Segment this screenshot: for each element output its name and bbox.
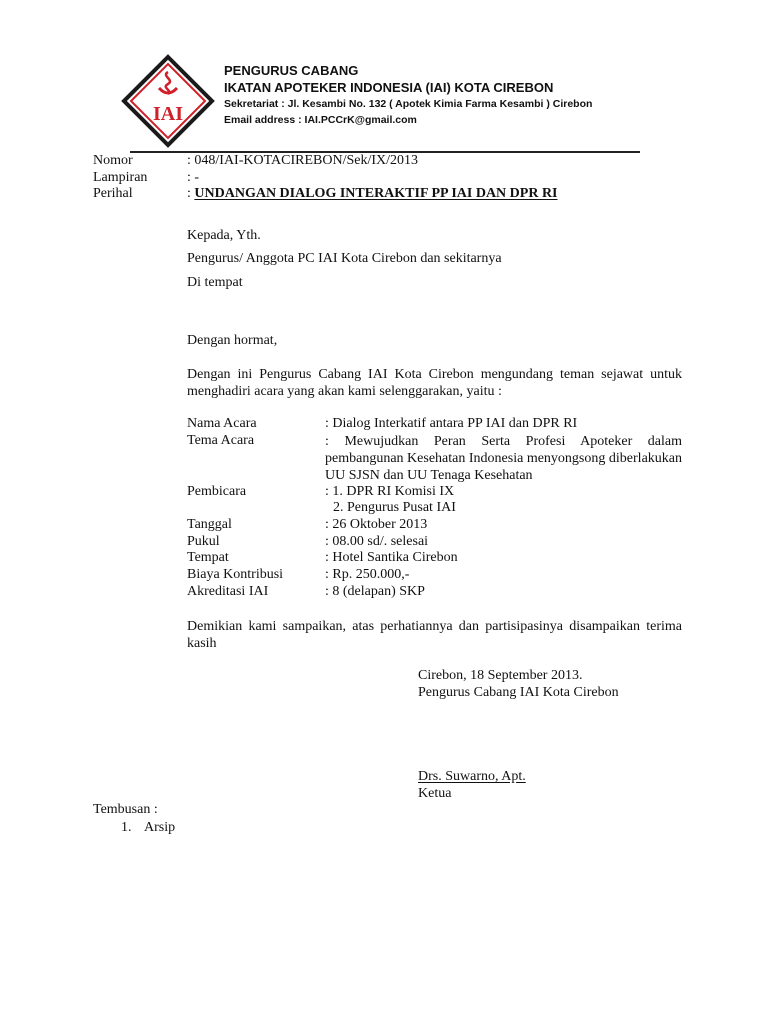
recipient-tempat: Di tempat: [187, 275, 243, 290]
nomor-value: : 048/IAI-KOTACIREBON/Sek/IX/2013: [187, 153, 419, 168]
akreditasi-label: Akreditasi IAI: [187, 584, 269, 599]
tempat-value: : Hotel Santika Cirebon: [325, 550, 458, 565]
recipient-pengurus: Pengurus/ Anggota PC IAI Kota Cirebon dan sekitarnya: [187, 251, 502, 266]
lampiran-value: : -: [187, 170, 200, 185]
org-email: Email address : IAI.PCCrK@gmail.com: [224, 114, 417, 126]
closing-paragraph: Demikian kami sampaikan, atas perhatiannya dan partisipasinya disampaikan terima kasih: [187, 619, 682, 651]
signature-org: Pengurus Cabang IAI Kota Cirebon: [418, 685, 619, 700]
lampiran-label: Lampiran: [93, 170, 148, 185]
pembicara-1: : 1. DPR RI Komisi IX: [325, 484, 455, 499]
signatory-name-wrap: [418, 769, 526, 785]
tembusan-item-number: 1.: [121, 820, 132, 835]
tema-acara-label: Tema Acara: [187, 433, 255, 448]
perihal-value: UNDANGAN DIALOG INTERAKTIF PP IAI DAN DPR RI: [194, 186, 558, 201]
signatory-name: Drs. Suwarno, Apt.: [418, 769, 526, 784]
tempat-label: Tempat: [187, 550, 229, 565]
org-line-1: PENGURUS CABANG: [224, 63, 359, 78]
logo-text: IAI: [152, 103, 184, 125]
tembusan-label: Tembusan :: [93, 802, 158, 817]
intro-paragraph: Dengan ini Pengurus Cabang IAI Kota Cirebon mengundang teman sejawat untuk menghadiri acara yang akan kami selenggarakan, yaitu :: [187, 367, 682, 399]
signatory-title: Ketua: [418, 786, 452, 801]
pembicara-label: Pembicara: [187, 484, 247, 499]
perihal-line: [187, 186, 558, 202]
kepada-text: Kepada, Yth.: [187, 228, 261, 243]
nomor-label: Nomor: [93, 153, 133, 168]
nama-acara-label: Nama Acara: [187, 416, 257, 431]
akreditasi-value: : 8 (delapan) SKP: [325, 584, 425, 599]
tanggal-label: Tanggal: [187, 517, 232, 532]
iai-logo: [121, 54, 215, 148]
biaya-label: Biaya Kontribusi: [187, 567, 284, 582]
biaya-value: : Rp. 250.000,-: [325, 567, 410, 582]
perihal-label: Perihal: [93, 186, 133, 201]
greeting: Dengan hormat,: [187, 333, 278, 348]
org-address: Sekretariat : Jl. Kesambi No. 132 ( Apotek Kimia Farma Kesambi ) Cirebon: [224, 98, 593, 110]
perihal-colon: :: [187, 186, 195, 201]
pembicara-2: 2. Pengurus Pusat IAI: [333, 500, 456, 515]
nama-acara-value: : Dialog Interkatif antara PP IAI dan DPR RI: [325, 416, 578, 431]
place-date: Cirebon, 18 September 2013.: [418, 668, 583, 683]
pukul-label: Pukul: [187, 534, 220, 549]
tema-acara-value: : Mewujudkan Peran Serta Profesi Apoteker dalam pembangunan Kesehatan Indonesia menyongsong diberlakukan UU SJSN dan UU Tenaga Kesehatan: [325, 434, 682, 483]
tanggal-value: : 26 Oktober 2013: [325, 517, 428, 532]
tembusan-item: Arsip: [144, 820, 176, 835]
org-line-2: IKATAN APOTEKER INDONESIA (IAI) KOTA CIREBON: [224, 80, 554, 95]
pukul-value: : 08.00 sd/. selesai: [325, 534, 429, 549]
